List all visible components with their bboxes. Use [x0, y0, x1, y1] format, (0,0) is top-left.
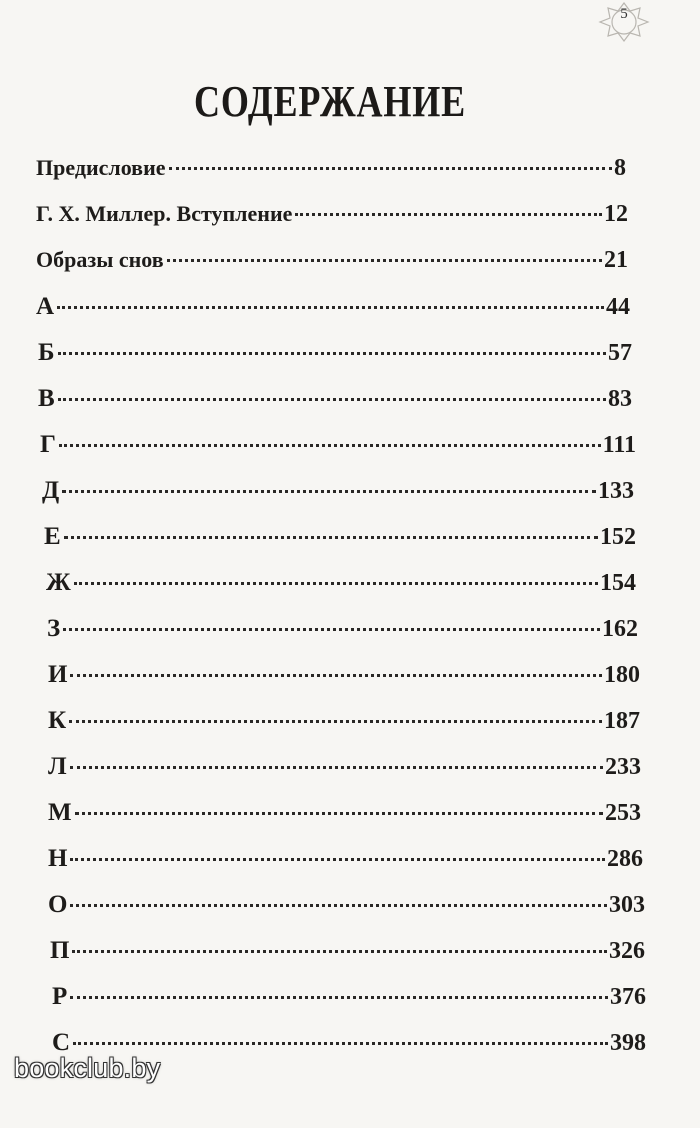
- page-title: СОДЕРЖАНИЕ: [193, 77, 467, 126]
- toc-entry-page: 133: [598, 478, 634, 504]
- dot-leader: [69, 720, 602, 723]
- toc-entry-page: 376: [610, 984, 646, 1010]
- dot-leader: [64, 536, 598, 539]
- toc-entry-page: 162: [602, 616, 638, 642]
- toc-entry-label: Р: [52, 983, 68, 1010]
- toc-entry: [48, 752, 641, 782]
- toc-entry: [50, 936, 645, 966]
- dot-leader: [70, 674, 602, 677]
- toc-entry-label: Образы снов: [36, 247, 164, 272]
- toc-entry: [46, 568, 636, 598]
- toc-entry-page: 253: [605, 800, 641, 826]
- toc-entry: [36, 245, 628, 275]
- toc-entry-label: З: [47, 615, 61, 642]
- toc-entry-label: И: [48, 661, 68, 688]
- toc-entry: [47, 614, 638, 644]
- toc-entry-label: К: [48, 707, 67, 734]
- toc-entry-label: Г. Х. Миллер. Вступление: [36, 201, 293, 226]
- watermark: bookclub.by: [14, 1053, 161, 1083]
- toc-entry-page: 233: [605, 754, 641, 780]
- toc-entry-label: Л: [48, 753, 67, 780]
- dot-leader: [73, 1042, 608, 1045]
- toc-entry-page: 398: [610, 1030, 646, 1056]
- dot-leader: [70, 766, 603, 769]
- toc-entry: [36, 292, 630, 322]
- toc-entry-page: 152: [600, 524, 636, 550]
- toc-entry: [36, 199, 628, 229]
- dot-leader: [75, 812, 603, 815]
- dot-leader: [70, 858, 605, 861]
- toc-entry-page: 21: [604, 247, 628, 273]
- toc-entry: [36, 153, 626, 183]
- toc-entry-label: Ж: [46, 569, 71, 596]
- toc-entry-page: 286: [607, 846, 643, 872]
- toc-entry-page: 8: [614, 155, 626, 181]
- toc-entry-page: 44: [606, 294, 630, 320]
- dot-leader: [59, 444, 601, 447]
- toc-entry-page: 303: [609, 892, 645, 918]
- dot-leader: [167, 259, 602, 262]
- toc-entry-page: 111: [602, 432, 636, 458]
- dot-leader: [70, 904, 607, 907]
- dot-leader: [295, 213, 602, 216]
- toc-entry: [40, 430, 636, 460]
- toc-entry-label: Б: [38, 339, 55, 366]
- toc-entry: [38, 338, 632, 368]
- toc-entry-page: 326: [609, 938, 645, 964]
- toc-entry-label: П: [50, 937, 70, 964]
- toc-entry: [48, 798, 641, 828]
- dot-leader: [169, 167, 612, 170]
- toc-entry: [48, 844, 643, 874]
- toc-entry-label: С: [52, 1029, 71, 1056]
- dot-leader: [72, 950, 607, 953]
- dot-leader: [70, 996, 608, 999]
- page-number: 5: [620, 6, 628, 22]
- toc-entry-page: 154: [600, 570, 636, 596]
- toc-entry-page: 180: [604, 662, 640, 688]
- toc-entry-page: 12: [604, 201, 628, 227]
- toc-entry-label: Г: [40, 431, 56, 458]
- toc-entry-label: Н: [48, 845, 68, 872]
- toc-entry-page: 187: [604, 708, 640, 734]
- toc-entry-label: Е: [44, 523, 61, 550]
- toc-entry-page: 57: [608, 340, 632, 366]
- toc-entry-label: А: [36, 293, 55, 320]
- dot-leader: [58, 398, 606, 401]
- dot-leader: [74, 582, 598, 585]
- toc-entry: [48, 706, 640, 736]
- toc-entry: [48, 890, 645, 920]
- toc-entry: [52, 982, 646, 1012]
- toc-entry-label: Д: [42, 477, 60, 504]
- toc-entry: [38, 384, 632, 414]
- dot-leader: [62, 490, 596, 493]
- toc-entry-label: Предисловие: [36, 155, 166, 180]
- dot-leader: [63, 628, 600, 631]
- toc-entry: [42, 476, 634, 506]
- toc-entry: [44, 522, 636, 552]
- toc-entry-page: 83: [608, 386, 632, 412]
- dot-leader: [57, 306, 604, 309]
- toc-entry-label: В: [38, 385, 55, 412]
- toc-entry-label: М: [48, 799, 72, 826]
- dot-leader: [58, 352, 606, 355]
- toc-entry: [48, 660, 640, 690]
- toc-entry-label: О: [48, 891, 68, 918]
